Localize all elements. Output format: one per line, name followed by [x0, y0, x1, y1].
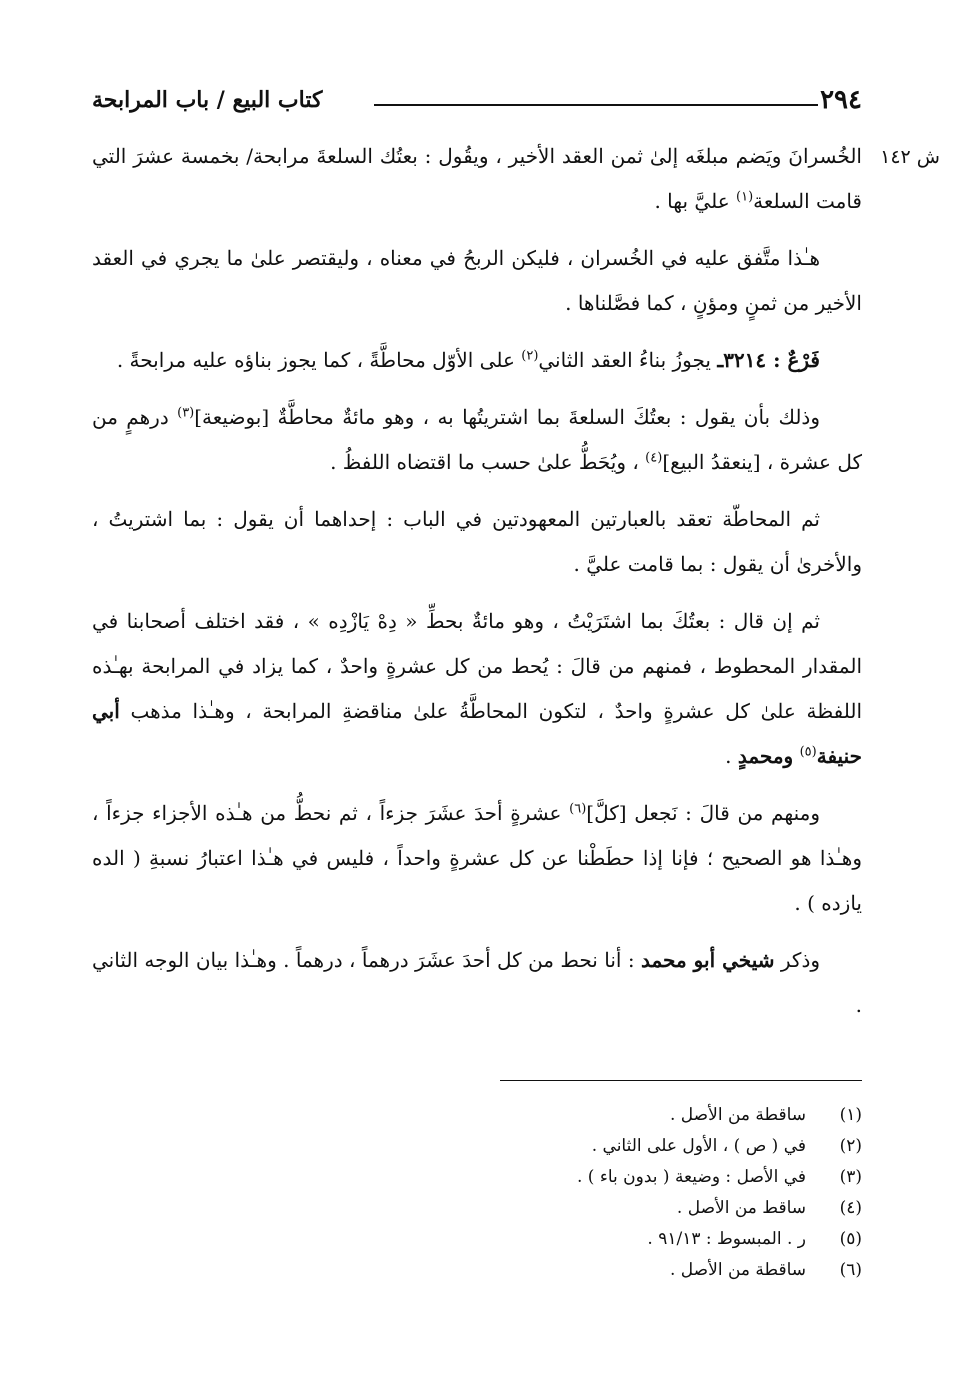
- footnote-number: (٤): [839, 1198, 862, 1218]
- footnote: [92, 1131, 862, 1162]
- margin-folio-note: ش ١٤٢: [880, 146, 940, 168]
- footnote: [92, 1224, 862, 1255]
- text-run: الخُسرانَ ويَضم مبلغَه إلىٰ ثمن العقد الأخير ، ويقُول : بعتُك السلعةَ مرابحة/ بخمسة عشرَ التي قامت السلعة: [92, 144, 862, 213]
- footnotes: [92, 1100, 862, 1286]
- paragraph: [92, 134, 862, 224]
- paragraph: [92, 338, 862, 383]
- text-run: وذلك بأن يقول : بعتُكَ السلعةَ بما اشتريتُها به ، وهو مائةٌ محاطَّةٌ [بوضيعة]: [194, 405, 820, 429]
- footnote-ref: (٥): [799, 744, 817, 760]
- page-number: ٢٩٤: [820, 85, 862, 115]
- bold-run: شيخي أبو محمد: [641, 948, 775, 972]
- footnote-ref: (٦): [569, 801, 587, 817]
- text-run: : أنا نحط من كل أحدَ عشَرَ درهماً ، درهماً . وهـٰذا بيان الوجه الثاني .: [92, 948, 862, 1017]
- text-run: عشرةٍ أحدَ عشَرَ جزءاً ، ثم نحطُّ من هـٰذه الأجزاء جزءاً ، وهـٰذا هو الصحيح ؛ فإنا إذا حطَطْنا عن كل عشرةٍ واحداً ، فليس في هـٰذا اعتبارُ نسبةِ ( الده يازده ) .: [92, 801, 862, 915]
- footnote: [92, 1162, 862, 1193]
- footnote-number: (٢): [839, 1136, 862, 1156]
- footnote-ref: (١): [736, 189, 754, 205]
- text-run: هـٰذا متَّفق عليه في الخُسران ، فليكن الربحُ في معناه ، وليقتصر علىٰ ما يجري في العقد الأخير من ثمنٍ ومؤنٍ ، كما فصَّلناها .: [92, 246, 862, 315]
- paragraph: [92, 395, 862, 485]
- text-run: وذكر: [774, 948, 821, 972]
- bold-run: فَرْعٌ : ٣٢١٤ـ: [717, 348, 820, 372]
- footnote-number: (٣): [839, 1167, 862, 1187]
- running-title: كتاب البيع / باب المرابحة: [92, 87, 323, 113]
- page-header: [92, 82, 862, 118]
- text-run: درهمٍ من كل عشرة ، [ينعقدُ البيع]: [92, 405, 862, 474]
- footnote-text: ساقط من الأصل .: [676, 1198, 806, 1218]
- header-rule: [374, 104, 818, 106]
- text-run: يجوزُ بناءُ العقد الثاني: [538, 348, 718, 372]
- footnote-text: ساقطة من الأصل .: [670, 1105, 806, 1125]
- footnote-text: ر . المبسوط : ٩١/١٣ .: [647, 1229, 806, 1249]
- paragraph: [92, 599, 862, 779]
- text-run: .: [725, 744, 738, 768]
- footnote: [92, 1255, 862, 1286]
- footnote-ref: (٣): [177, 405, 195, 421]
- text-run: عليَّ بها .: [654, 189, 736, 213]
- footnote-number: (١): [839, 1105, 862, 1125]
- footnote-text: ساقطة من الأصل .: [670, 1260, 806, 1280]
- paragraph: [92, 938, 862, 1028]
- footnote-ref: (٢): [521, 348, 539, 364]
- text-run: على الأوّل محاطَّةً ، كما يجوز بناؤه عليه مرابحةً .: [116, 348, 522, 372]
- paragraph: [92, 236, 862, 326]
- paragraph: [92, 791, 862, 926]
- footnote-text: في الأصل : وضيعة ( بدون باء ) .: [577, 1167, 806, 1187]
- footnote: [92, 1193, 862, 1224]
- footnote-separator: [500, 1080, 862, 1081]
- text-run: ثم المحاطّة تعقد بالعبارتين المعهودتين في الباب : إحداهما أن يقول : بما اشتريتُ ، والأخرىٰ أن يقول : بما قامت عليَّ .: [92, 507, 862, 576]
- footnote-text: في ( ص ) ، الأول على الثاني .: [591, 1136, 806, 1156]
- text-run: ومنهم من قالَ : نَجعل [كلَّ]: [586, 801, 820, 825]
- text-run: ثم إن قال : بعتُكَ بما اشتَرَيْتُ ، وهو مائةٌ بحطِّ « دِهْ يَازْدِه » ، فقد اختلف أصحابنا في المقدار المحطوط ، فمنهم من قالَ : يُحط من كل عشرةٍ واحدٌ ، كما يزاد في المرابحة بهـٰذه اللفظة علىٰ كل عشرةٍ واحدٌ ، لتكون المحاطَّةُ علىٰ مناقضةِ المرابحة ، وهـٰذا مذهب: [92, 609, 862, 723]
- bold-run: ومحمدٍ: [737, 744, 794, 768]
- main-text: [92, 134, 862, 1040]
- text-run: ، ويُحَطُّ علىٰ حسب ما اقتضاه اللفظُ .: [330, 450, 646, 474]
- footnote-ref: (٤): [645, 450, 663, 466]
- footnote: [92, 1100, 862, 1131]
- bold-run: أبي حنيفة: [92, 699, 862, 768]
- paragraph: [92, 497, 862, 587]
- footnote-number: (٥): [839, 1229, 862, 1249]
- footnote-number: (٦): [839, 1260, 862, 1280]
